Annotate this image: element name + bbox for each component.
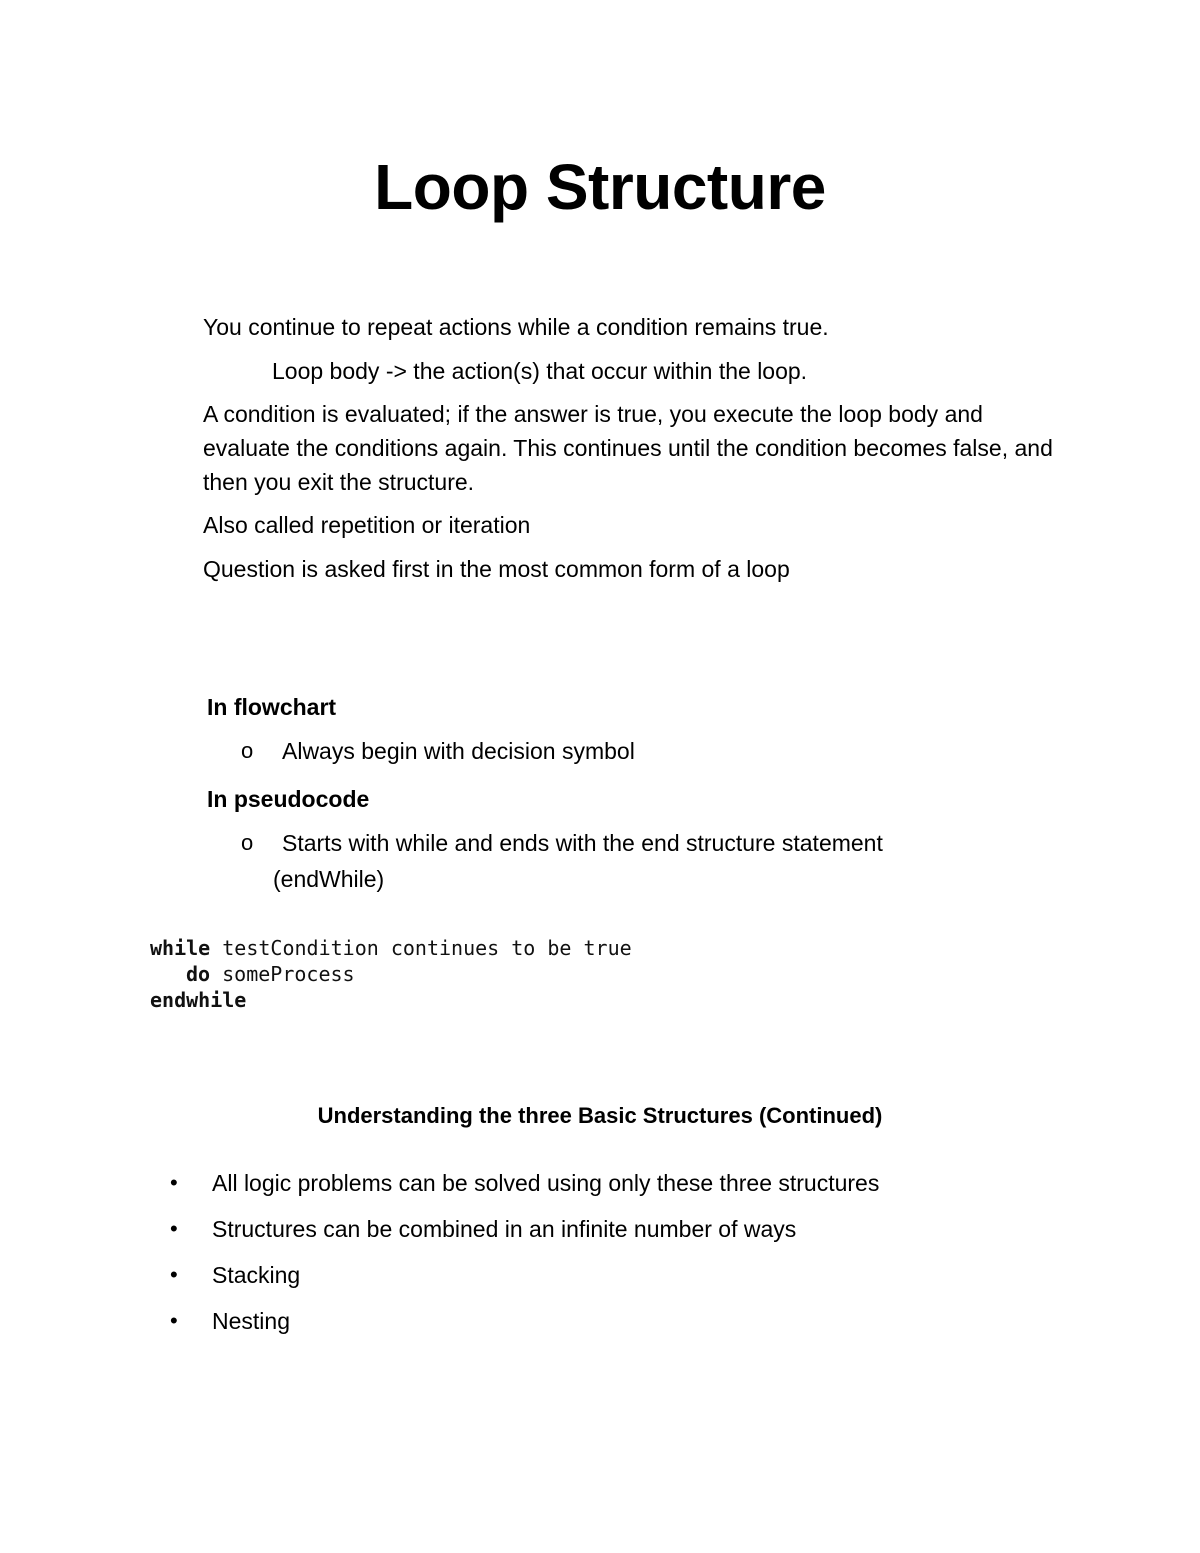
list-item: All logic problems can be solved using only these three structures <box>212 1170 880 1196</box>
bullet-marker: • <box>170 1262 178 1287</box>
intro-line-2: Loop body -> the action(s) that occur within the loop. <box>272 358 808 384</box>
list-item: Nesting <box>212 1308 290 1334</box>
flowchart-heading: In flowchart <box>207 694 337 720</box>
pseudocode-heading: In pseudocode <box>207 786 370 812</box>
code-keyword-do: do <box>186 962 211 986</box>
code-keyword-while: while <box>150 936 211 960</box>
section-heading: Understanding the three Basic Structures (Continued) <box>317 1103 883 1128</box>
page-title: Loop Structure <box>374 151 826 223</box>
code-keyword-endwhile: endwhile <box>150 988 247 1012</box>
code-line-2 <box>150 961 632 987</box>
code-line-3 <box>150 987 632 1013</box>
code-line-1 <box>150 935 632 961</box>
bullet-marker: • <box>170 1216 178 1241</box>
intro-line-3: Also called repetition or iteration <box>203 512 531 538</box>
pseudocode-item-line-2: (endWhile) <box>273 866 385 892</box>
bullet-marker: • <box>170 1308 178 1333</box>
pseudocode-item-line-1: Starts with while and ends with the end structure statement <box>282 830 883 856</box>
pseudocode-bullet-marker: o <box>241 830 254 855</box>
code-condition: testCondition continues to be true <box>222 936 632 960</box>
intro-line-1: You continue to repeat actions while a condition remains true. <box>203 314 829 340</box>
code-process: someProcess <box>222 962 355 986</box>
intro-paragraph: A condition is evaluated; if the answer is true, you execute the loop body and evaluate the conditions again. This continues until the condition becomes false, and then you exit the structure. <box>203 401 1053 495</box>
bullet-marker: • <box>170 1170 178 1195</box>
list-item: Stacking <box>212 1262 301 1288</box>
code-block <box>150 935 632 1013</box>
list-item: Structures can be combined in an infinite number of ways <box>212 1216 797 1242</box>
flowchart-bullet-marker: o <box>241 738 254 763</box>
flowchart-item: Always begin with decision symbol <box>282 738 635 764</box>
intro-line-4: Question is asked first in the most common form of a loop <box>203 556 790 582</box>
